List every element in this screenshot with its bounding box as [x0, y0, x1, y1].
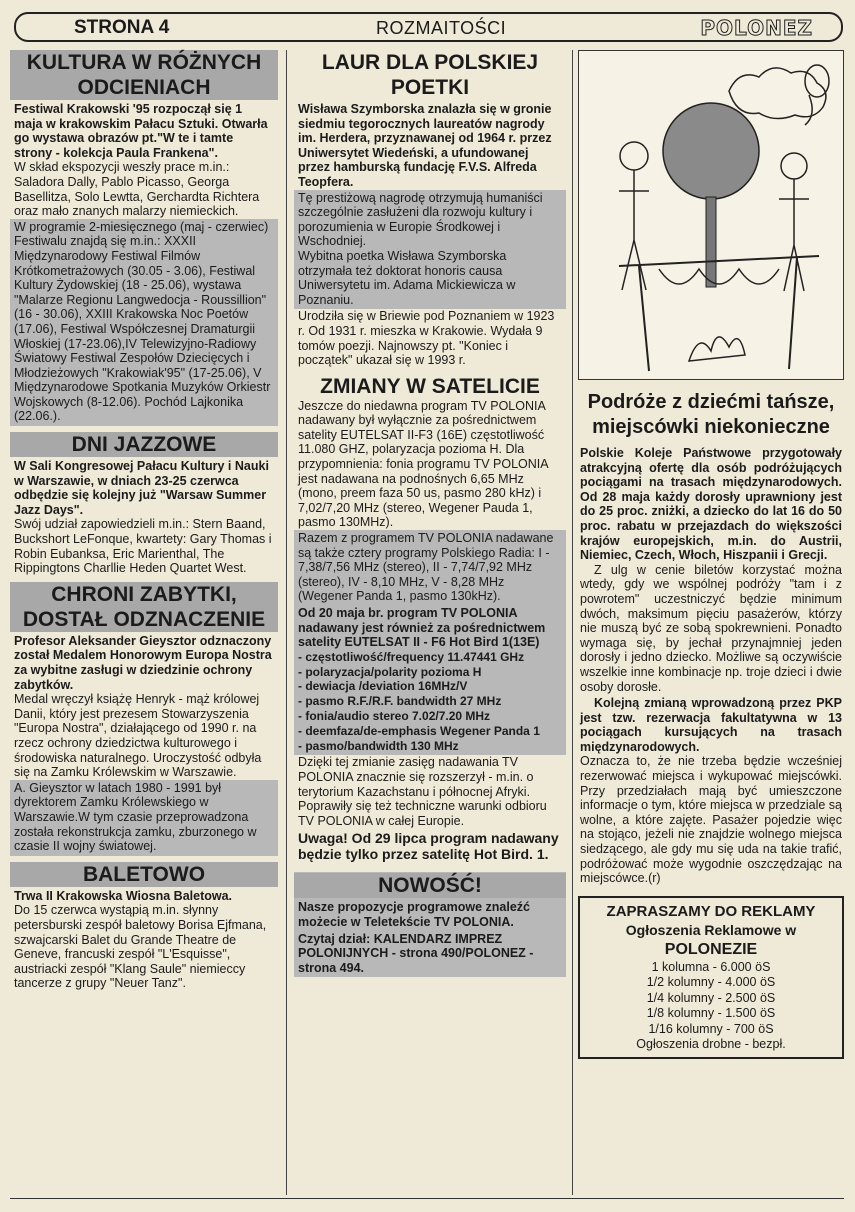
page-header — [14, 12, 843, 42]
article-body: Jeszcze do niedawna program TV POLONIA nadawany był wyłącznie za pośrednictwem satelity EUTELSAT II-F3 (16E) częstotliwość 11.080 GHZ, polaryzacja pozioma H. Dla przypomnienia: fonia programu TV POLONIA jest nadawana na podnośnych 6,65 MHz (mono, preem faza 50 us, pasmo 280 kHz) i 7,02/7,20 MHz (stereo, Wegener Pauda 1, pasmo 130MHz). — [298, 398, 548, 530]
article-title: CHRONI ZABYTKI, DOSTAŁ ODZNACZENIE — [10, 582, 278, 632]
article-title: Podróże z dziećmi tańsze, miejscówki niekonieczne — [587, 391, 835, 438]
article-lead: Wisława Szymborska znalazła się w gronie siedmiu tegorocznych laureatów nagrody im. Herdera, przyznawanej od 1964 r. przez Uniwersytet Wiedeński, a ufundowanej przez hamburską fundację F.V.S. Alfreda Teopfera. — [298, 102, 552, 189]
spec-item: - deemfaza/de-emphasis Wegener Panda 1 — [298, 723, 540, 738]
column-divider — [286, 50, 287, 1195]
article-jazz — [10, 432, 278, 576]
ad-price-line: 1 kolumna - 6.000 öS — [651, 959, 771, 974]
article-lead: W Sali Kongresowej Pałacu Kultury i Nauki w Warszawie, w dniach 23-25 czerwca odbędzie się kolejny już "Warsaw Summer Jazz Days". — [14, 459, 269, 517]
article-highlight — [294, 530, 566, 755]
spec-item: - polaryzacja/polarity pozioma H — [298, 664, 482, 679]
article-notice: Uwaga! Od 29 lipca program nadawany będzie tylko przez satelitę Hot Bird. 1. — [298, 830, 559, 863]
article-body: Oznacza to, że nie trzeba będzie wcześniej rezerwować miejsca i wykupować miejscówki. Przy przedziałach mają być umieszczone informacje o tym, które miejsca w przedziale są wolne, a które zajęte. Pasażer pojedzie więc na stojąco, jeżeli nie znajdzie wolnego miejsca siedzącego, ale gdy mu się uda na takie trafić, podróżować może wygodnie oszczędzając na miejscówce.(r) — [580, 754, 842, 886]
ad-price-line: 1/4 kolumny - 2.500 öS — [646, 990, 776, 1005]
article-body: W skład ekspozycji weszły prace m.in.: Saladora Dally, Pablo Picasso, Georga Basellitza, Solo Lewtta, Gerchardta Richtera oraz mało znanych malarzy niemieckich. — [14, 160, 260, 219]
ad-price-line: 1/8 kolumny - 1.500 öS — [646, 1006, 776, 1021]
article-body: Swój udział zapowiedzieli m.in.: Stern Baand, Buckshort LeFonque, kwartety: Gary Thomas i Robin Eubanksa, Eric Marienthal, The Rippingtons Charllie Heden Quartet West. — [14, 517, 272, 576]
article-lead: Czytaj dział: KALENDARZ IMPREZ POLONIJNYCH - strona 490/POLONEZ - strona 494. — [298, 931, 534, 975]
article-body: W programie 2-miesięcznego (maj - czerwiec) Festiwalu znajdą się m.in.: XXXII Międzynarodowy Festiwal Filmów Krótkometrażowych (30.05 - 3.06), Festiwal Kultury Żydowskiej (18 - 25.06), wystawa "Malarze Regionu Langwedocja - Roussillion" (16 - 30.06), XXIII Krakowska Noc Poetów (17.06), Festiwal Współczesnej Dramaturgii Włoskiej (17-23.06),IV Telewizyjno-Radiowy Światowy Festiwal Zespołów Dziecięcych i Młodzieżowych "Krakowiak'95" (17-25.06), V Międzynarodowe Spotkania Muzyków Orkiestr Wojskowych (8-12.06). Pochód Lajkonika (22.06.). — [14, 219, 271, 424]
ad-price-line: Ogłoszenia drobne - bezpł. — [636, 1037, 786, 1052]
article-lead: Profesor Aleksander Gieysztor odznaczony został Medalem Honorowym Europa Nostra za wybitne zasługi w dziedzinie ochrony zabytków. — [14, 633, 272, 692]
article-lead: Trwa II Krakowska Wiosna Baletowa. — [14, 888, 233, 903]
spec-item: - pasmo/bandwidth 130 MHz — [298, 738, 459, 753]
article-title: BALETOWO — [10, 862, 278, 887]
ad-subheading: Ogłoszenia Reklamowe w — [625, 921, 797, 938]
article-highlight — [294, 190, 566, 310]
column-right — [578, 50, 844, 1059]
masthead-logo: POLONEZ — [700, 16, 813, 40]
cartoon-illustration — [578, 50, 844, 380]
advertising-box — [578, 896, 844, 1059]
ad-brand: POLONEZIE — [664, 940, 758, 958]
article-highlight — [10, 219, 278, 426]
article-title: NOWOŚĆ! — [294, 873, 566, 898]
article-laur — [294, 50, 566, 368]
article-body: Do 15 czerwca wystąpią m.in. słynny petersburski zespół baletowy Borisa Ejfmana, szwajcarski Balet du Grande Theatre de Geneve, francuski zespół "L'Esquisse", austriacki zespół "Klang Saule" niemieccy tancerze z grupy "Neuer Tanz". — [14, 903, 267, 991]
article-lead: Od 20 maja br. program TV POLONIA nadawany jest również za pośrednictwem satelity EUTELSAT II - F6 Hot Bird 1(13E) — [298, 606, 546, 650]
spec-item: - pasmo R.F./R.F. bandwidth 27 MHz — [298, 694, 502, 709]
article-title: KULTURA W RÓŻNYCH ODCIENIACH — [10, 50, 278, 100]
article-title: LAUR DLA POLSKIEJ POETKI — [294, 50, 566, 100]
article-lead: Festiwal Krakowski '95 rozpoczął się 1 maja w krakowskim Pałacu Sztuki. Otwarła go wystawa obrazów pt."W te i tamte strony - kolekcja Paula Frankena". — [14, 102, 268, 160]
article-body: Medal wręczył książę Henryk - mąż królowej Danii, który jest prezesem Stowarzyszenia "Europa Nostra", działającego od 1990 r. na rzecz ochrony dziedzictwa kulturowego i środowiska naturalnego. Uroczystość odbyła się na Zamku Królewskim w Warszawie. — [14, 692, 262, 780]
article-lead: Nasze propozycje programowe znaleźć możecie w Teletekście TV POLONIA. — [298, 900, 531, 929]
spec-item: - fonia/audio stereo 7.02/7.20 MHz — [298, 708, 491, 723]
article-highlight — [10, 780, 278, 856]
article-body: Razem z programem TV POLONIA nadawane są także cztery programy Polskiego Radia: I - 7,38/7,56 MHz (stereo), II - 7,74/7,92 MHz (stereo), IV - 8,10 MHz, V - 8,28 MHz (Wegener Panda 1, pasmo 130kHz). — [298, 531, 554, 604]
article-body: Urodziła się w Briewie pod Poznaniem w 1923 r. Od 1931 r. mieszka w Krakowie. Wydała 9 tomów poezji. Najnowszy pt. "Koniec i początek" ukazał się w 1993 r. — [298, 309, 555, 368]
spec-item: - dewiacja /deviation 16MHz/V — [298, 679, 468, 694]
article-body: Z ulg w cenie biletów korzystać można wtedy, gdy we wspólnej podróży "tam i z powrotem" uczestniczyć będzie minimum dwóch, maksimum pięciu pasażerów, którzy nie muszą być ze sobą spokrewnieni. Ponadto wymaga się, by jechał przynajmniej jeden dorosły i jedno dziecko. Możliwe są oczywiście wszelkie inne kombinacje np. troje dzieci i dwie osoby dorosłe. — [580, 562, 842, 694]
ad-heading: ZAPRASZAMY DO REKLAMY — [606, 902, 816, 920]
ad-price-line: 1/16 kolumny - 700 öS — [648, 1021, 774, 1036]
page-bottom-rule — [10, 1198, 844, 1199]
article-nowosc — [294, 872, 566, 977]
adam-eve-cartoon-image — [579, 51, 842, 378]
article-lead: Kolejną zmianą wprowadzoną przez PKP jest tzw. rezerwacja fakultatywna w 13 pociągach kursujących na trasach międzynarodowych. — [580, 696, 842, 754]
article-body: Wybitna poetka Wisława Szymborska otrzymała też doktorat honoris causa Uniwersytetu im. Adama Mickiewicza w Poznaniu. — [298, 248, 516, 307]
article-title: ZMIANY W SATELICIE — [294, 374, 566, 399]
column-divider — [572, 50, 573, 1195]
article-satelita — [294, 374, 566, 863]
article-kultura — [10, 50, 278, 426]
column-left — [10, 50, 278, 997]
article-body: A. Gieysztor w latach 1980 - 1991 był dyrektorem Zamku Królewskiego w Warszawie.W tym czasie przeprowadzona została rekonstrukcja zamku, zburzonego w czasie II wojny światowej. — [14, 780, 257, 854]
ad-price-line: 1/2 kolumny - 4.000 öS — [646, 975, 776, 990]
article-zabytki — [10, 582, 278, 856]
article-lead: Polskie Koleje Państwowe przygotowały atrakcyjną ofertę dla osób podróżujących pociągami na trasach międzynarodowych. Od 28 maja każdy dorosły uprawniony jest do 25 proc. zniżki, a dziecko do lat 16 do 50 proc. rabatu w przejazdach do większości krajów europejskich, m.in. do Austrii, Niemiec, Czech, Włoch, Hiszpanii i Grecji. — [580, 446, 842, 563]
article-balet — [10, 862, 278, 991]
spec-item: - częstotliwość/frequency 11.47441 GHz — [298, 649, 525, 664]
article-title: DNI JAZZOWE — [10, 432, 278, 457]
page-number: STRONA 4 — [74, 17, 170, 38]
frequency-spec-list — [298, 650, 562, 754]
section-name: ROZMAITOŚCI — [376, 18, 507, 38]
article-body: Tę prestiżową nagrodę otrzymują humaniści szczególnie zasłużeni dla rozwoju kultury i porozumienia w Europie Środkowej i Wschodniej. — [298, 190, 543, 249]
article-body: Dzięki tej zmianie zasięg nadawania TV POLONIA znacznie się rozszerzył - m.in. o terytorium Kazachstanu i północnej Afryki. Poprawiły się też techniczne warunki odbioru TV POLONIA w całej Europie. — [298, 755, 547, 828]
column-middle — [294, 50, 566, 983]
